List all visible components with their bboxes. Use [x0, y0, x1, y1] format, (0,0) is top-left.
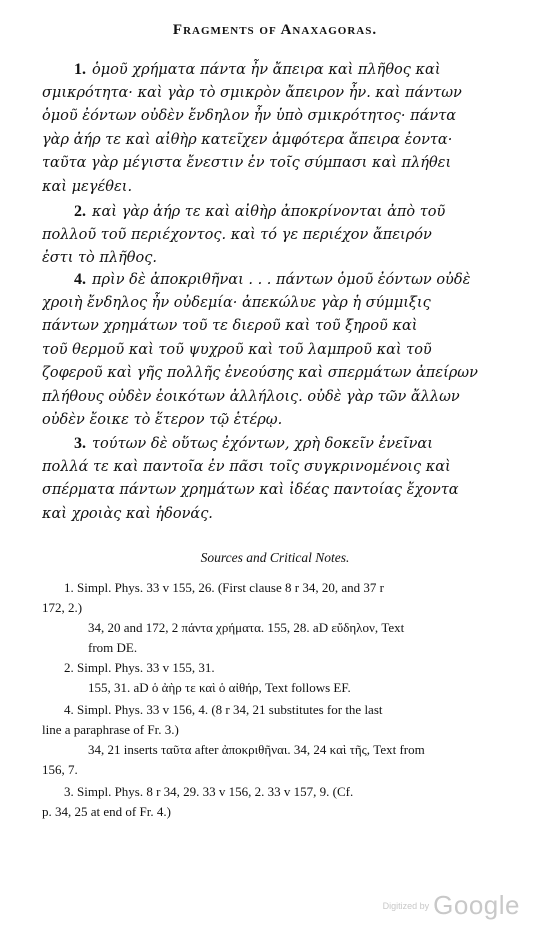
- fragment-line: ὁμοῦ ἐόντων οὐδὲν ἔνδηλον ἦν ὑπὸ σμικρότητος· πάντα: [42, 108, 457, 124]
- note-subline: 155, 31. aD ὁ ἀὴρ τε καὶ ὁ αἰθήρ, Text follows EF.: [88, 680, 351, 695]
- fragment-line: 2. καὶ γὰρ ἀήρ τε καὶ αἰθὴρ ἀποκρίνονται ἀπὸ τοῦ: [74, 203, 446, 220]
- fragment-3: [42, 432, 520, 526]
- fragment-line: ἐστι τὸ πλῆθος.: [42, 250, 157, 266]
- fragment-line: 1. ὁμοῦ χρήματα πάντα ἦν ἄπειρα καὶ πλῆθος καὶ: [74, 61, 441, 78]
- note-line: 3. Simpl. Phys. 8 r 34, 29. 33 v 156, 2. 33 v 157, 9. (Cf.: [64, 784, 354, 799]
- fragment-number: 3.: [74, 435, 86, 452]
- note-line: p. 34, 25 at end of Fr. 4.): [42, 804, 171, 819]
- fragment-line: πολλοῦ τοῦ περιέχοντος. καὶ τό γε περιέχον ἄπειρόν: [42, 226, 432, 243]
- fragment-1: [42, 58, 520, 199]
- page-title: Fragments of Anaxagoras.: [172, 22, 378, 38]
- note-subline: 34, 21 inserts ταῦτα after ἀποκριθῆναι. 34, 24 καὶ τῆς, Text from: [88, 742, 425, 757]
- fragment-line: χροιὴ ἔνδηλος ἦν οὐδεμία· ἀπεκώλυε γὰρ ἡ σύμμιξις: [42, 294, 431, 311]
- sources-heading: Sources and Critical Notes.: [200, 550, 350, 565]
- fragment-line: πάντων χρημάτων τοῦ τε διεροῦ καὶ τοῦ ξηροῦ καὶ: [42, 318, 418, 334]
- note-subline: 156, 7.: [42, 762, 78, 777]
- digitized-by-google-watermark: [383, 890, 520, 921]
- note-subline: 34, 20 and 172, 2 πάντα χρήματα. 155, 28. aD εὔδηλον, Text: [88, 620, 405, 635]
- fragment-line: 3. τούτων δὲ οὕτως ἐχόντων, χρὴ δοκεῖν ἐνεῖναι: [74, 435, 433, 452]
- fragment-line: σπέρματα πάντων χρημάτων καὶ ἰδέας παντοίας ἔχοντα: [42, 482, 459, 498]
- fragment-2: [42, 200, 520, 271]
- fragment-number: 2.: [74, 203, 86, 220]
- note-2: [42, 658, 520, 698]
- note-4: [42, 700, 520, 780]
- digitized-by-text: Digitized by: [382, 900, 430, 911]
- google-logo: Google: [433, 890, 520, 920]
- fragment-line: πολλά τε καὶ παντοῖα ἐν πᾶσι τοῖς συγκρινομένοις καὶ: [42, 458, 451, 475]
- fragment-line: οὐδὲν ἔοικε τὸ ἕτερον τῷ ἑτέρῳ.: [42, 412, 283, 428]
- fragment-line: πλήθους οὐδὲν ἐοικότων ἀλλήλοις. οὐδὲ γὰρ τῶν ἄλλων: [42, 388, 460, 405]
- fragment-number: 4.: [74, 271, 86, 288]
- fragment-number: 1.: [74, 61, 86, 78]
- note-line: 4. Simpl. Phys. 33 v 156, 4. (8 r 34, 21 substitutes for the last: [64, 702, 383, 717]
- fragment-line: ζοφεροῦ καὶ γῆς πολλῆς ἐνεούσης καὶ σπερμάτων ἀπείρων: [42, 365, 478, 381]
- note-line: line a paraphrase of Fr. 3.): [42, 722, 179, 737]
- fragment-line: σμικρότητα· καὶ γὰρ τὸ σμικρὸν ἄπειρον ἦν. καὶ πάντων: [42, 84, 462, 101]
- fragment-line: τοῦ θερμοῦ καὶ τοῦ ψυχροῦ καὶ τοῦ λαμπροῦ καὶ τοῦ: [42, 341, 432, 358]
- fragment-4: [42, 268, 520, 433]
- note-line: 1. Simpl. Phys. 33 v 155, 26. (First clause 8 r 34, 20, and 37 r: [64, 580, 384, 595]
- note-line: 172, 2.): [42, 600, 83, 615]
- note-subline: from DE.: [88, 640, 138, 655]
- fragment-line: γὰρ ἀήρ τε καὶ αἰθὴρ κατεῖχεν ἀμφότερα ἄπειρα ἐοντα·: [42, 131, 453, 148]
- fragment-line: 4. πρὶν δὲ ἀποκριθῆναι . . . πάντων ὁμοῦ ἐόντων οὐδὲ: [74, 271, 471, 288]
- fragment-line: καὶ μεγέθει.: [42, 178, 133, 195]
- note-line: 2. Simpl. Phys. 33 v 155, 31.: [64, 660, 215, 675]
- fragment-line: ταῦτα γὰρ μέγιστα ἔνεστιν ἐν τοῖς σύμπασι καὶ πλήθει: [42, 155, 452, 171]
- fragment-line: καὶ χροιὰς καὶ ἡδονάς.: [42, 505, 213, 522]
- note-1: [42, 578, 520, 658]
- note-3: [42, 782, 520, 822]
